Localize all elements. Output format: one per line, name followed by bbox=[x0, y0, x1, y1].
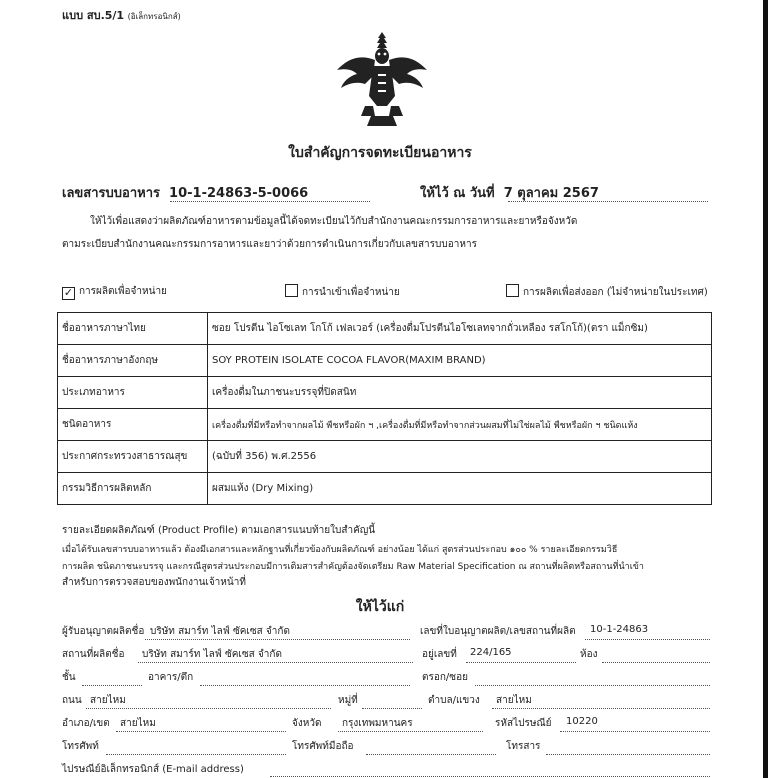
table-row bbox=[58, 377, 712, 409]
registration-date: ให้ไว้ ณ วันที่ 7 ตุลาคม 2567 bbox=[420, 186, 599, 201]
road-value: สายไหม bbox=[90, 695, 126, 706]
row-label: ชนิดอาหาร bbox=[58, 409, 208, 441]
postcode-label: รหัสไปรษณีย์ bbox=[495, 718, 552, 729]
district-label: อำเภอ/เขต bbox=[62, 718, 110, 729]
checkbox-checked-icon: ✓ bbox=[63, 286, 74, 299]
row-value: ผสมแห้ง (Dry Mixing) bbox=[208, 473, 712, 505]
place-value: บริษัท สมาร์ท ไลฟ์ ซัคเซส จำกัด bbox=[142, 649, 282, 660]
checkbox-empty-icon bbox=[506, 284, 519, 297]
note-line-3: การผลิต ชนิดภาชนะบรรจุ และกรณีสูตรส่วนประกอบมีการเติมสารสำคัญต้องจัดเตรียม Raw Material Specification ณ สถานที่ผลิตหรือสถานที่นำเข้า bbox=[62, 562, 644, 572]
right-border bbox=[763, 0, 768, 778]
fax-label: โทรสาร bbox=[506, 741, 541, 752]
note-line-2: เมื่อได้รับเลขสารบบอาหารแล้ว ต้องมีเอกสารและหลักฐานที่เกี่ยวข้องกับผลิตภัณฑ์ อย่างน้อย ได้แก่ สูตรส่วนประกอบ ๑๐๐ % รายละเอียดกรรมวิธี bbox=[62, 545, 618, 555]
row-label: กรรมวิธีการผลิตหลัก bbox=[58, 473, 208, 505]
row-value: ซอย โปรตีน ไอโซเลท โกโก้ เฟลเวอร์ (เครื่องดื่มโปรตีนไอโซเลทจากถั่วเหลือง รสโกโก้)(ตรา แม็กซิม) bbox=[208, 313, 712, 345]
row-value: เครื่องดื่มที่มีหรือทำจากผลไม้ พืชหรือผัก ฯ ,เครื่องดื่มที่มีหรือทำจากส่วนผสมที่ไม่ใช่ผลไม้ พืชหรือผัก ฯ ชนิดแห้ง bbox=[208, 409, 712, 441]
table-row bbox=[58, 345, 712, 377]
note-line-4: สำหรับการตรวจสอบของพนักงานเจ้าหน้าที่ bbox=[62, 577, 246, 588]
checkbox-empty-icon bbox=[285, 284, 298, 297]
room-label: ห้อง bbox=[580, 649, 598, 660]
building-label: อาคาร/ตึก bbox=[148, 672, 194, 683]
garuda-emblem-icon bbox=[335, 30, 430, 134]
province-label: จังหวัด bbox=[292, 718, 322, 729]
license-number-label: เลขที่ใบอนุญาตผลิต/เลขสถานที่ผลิต bbox=[420, 626, 576, 637]
address-no-label: อยู่เลขที่ bbox=[422, 649, 457, 660]
subdistrict-label: ตำบล/แขวง bbox=[428, 695, 480, 706]
given-to-heading: ให้ไว้แก่ bbox=[355, 599, 405, 615]
intro-line-2: ตามระเบียบสำนักงานคณะกรรมการอาหารและยาว่าด้วยการดำเนินการเกี่ยวกับเลขสารบบอาหาร bbox=[62, 239, 477, 250]
postcode-value: 10220 bbox=[566, 716, 598, 727]
page-title: ใบสำคัญการจดทะเบียนอาหาร bbox=[288, 145, 472, 161]
district-value: สายไหม bbox=[120, 718, 156, 729]
table-row bbox=[58, 473, 712, 505]
email-label: ไปรษณีย์อิเล็กทรอนิกส์ (E-mail address) bbox=[62, 764, 244, 775]
province-value: กรุงเทพมหานคร bbox=[342, 718, 413, 729]
alley-label: ตรอก/ซอย bbox=[422, 672, 468, 683]
checkbox-production-for-export[interactable]: การผลิตเพื่อส่งออก (ไม่จำหน่ายในประเทศ) bbox=[506, 284, 708, 300]
row-value: (ฉบับที่ 356) พ.ศ.2556 bbox=[208, 441, 712, 473]
row-label: ประเภทอาหาร bbox=[58, 377, 208, 409]
moo-label: หมู่ที่ bbox=[338, 695, 358, 706]
mobile-label: โทรศัพท์มือถือ bbox=[292, 741, 354, 752]
licensee-value: บริษัท สมาร์ท ไลฟ์ ซัคเซส จำกัด bbox=[150, 626, 290, 637]
row-label: ประกาศกระทรวงสาธารณสุข bbox=[58, 441, 208, 473]
row-label: ชื่ออาหารภาษาอังกฤษ bbox=[58, 345, 208, 377]
note-line-1: รายละเอียดผลิตภัณฑ์ (Product Profile) ตามเอกสารแนบท้ายใบสำคัญนี้ bbox=[62, 525, 376, 536]
subdistrict-value: สายไหม bbox=[496, 695, 532, 706]
product-info-table bbox=[57, 312, 712, 505]
floor-label: ชั้น bbox=[62, 672, 76, 683]
licensee-label: ผู้รับอนุญาตผลิตชื่อ bbox=[62, 626, 145, 637]
table-row bbox=[58, 441, 712, 473]
row-label: ชื่ออาหารภาษาไทย bbox=[58, 313, 208, 345]
intro-line-1: ให้ไว้เพื่อแสดงว่าผลิตภัณฑ์อาหารตามข้อมูลนี้ได้จดทะเบียนไว้กับสำนักงานคณะกรรมการอาหารและยาหรือจังหวัด bbox=[90, 216, 578, 227]
table-row bbox=[58, 409, 712, 441]
road-label: ถนน bbox=[62, 695, 82, 706]
phone-label: โทรศัพท์ bbox=[62, 741, 99, 752]
address-no-value: 224/165 bbox=[470, 647, 512, 658]
registration-number: เลขสารบบอาหาร 10-1-24863-5-0066 bbox=[62, 186, 309, 201]
table-row bbox=[58, 313, 712, 345]
place-label: สถานที่ผลิตชื่อ bbox=[62, 649, 125, 660]
license-number-value: 10-1-24863 bbox=[590, 624, 649, 635]
form-code: แบบ สบ.5/1 (อิเล็กทรอนิกส์) bbox=[62, 9, 181, 22]
row-value: SOY PROTEIN ISOLATE COCOA FLAVOR(MAXIM BRAND) bbox=[208, 345, 712, 377]
checkbox-production-for-sale[interactable]: ✓ การผลิตเพื่อจำหน่าย bbox=[63, 286, 167, 299]
row-value: เครื่องดื่มในภาชนะบรรจุที่ปิดสนิท bbox=[208, 377, 712, 409]
checkbox-import-for-sale[interactable]: การนำเข้าเพื่อจำหน่าย bbox=[285, 284, 400, 300]
